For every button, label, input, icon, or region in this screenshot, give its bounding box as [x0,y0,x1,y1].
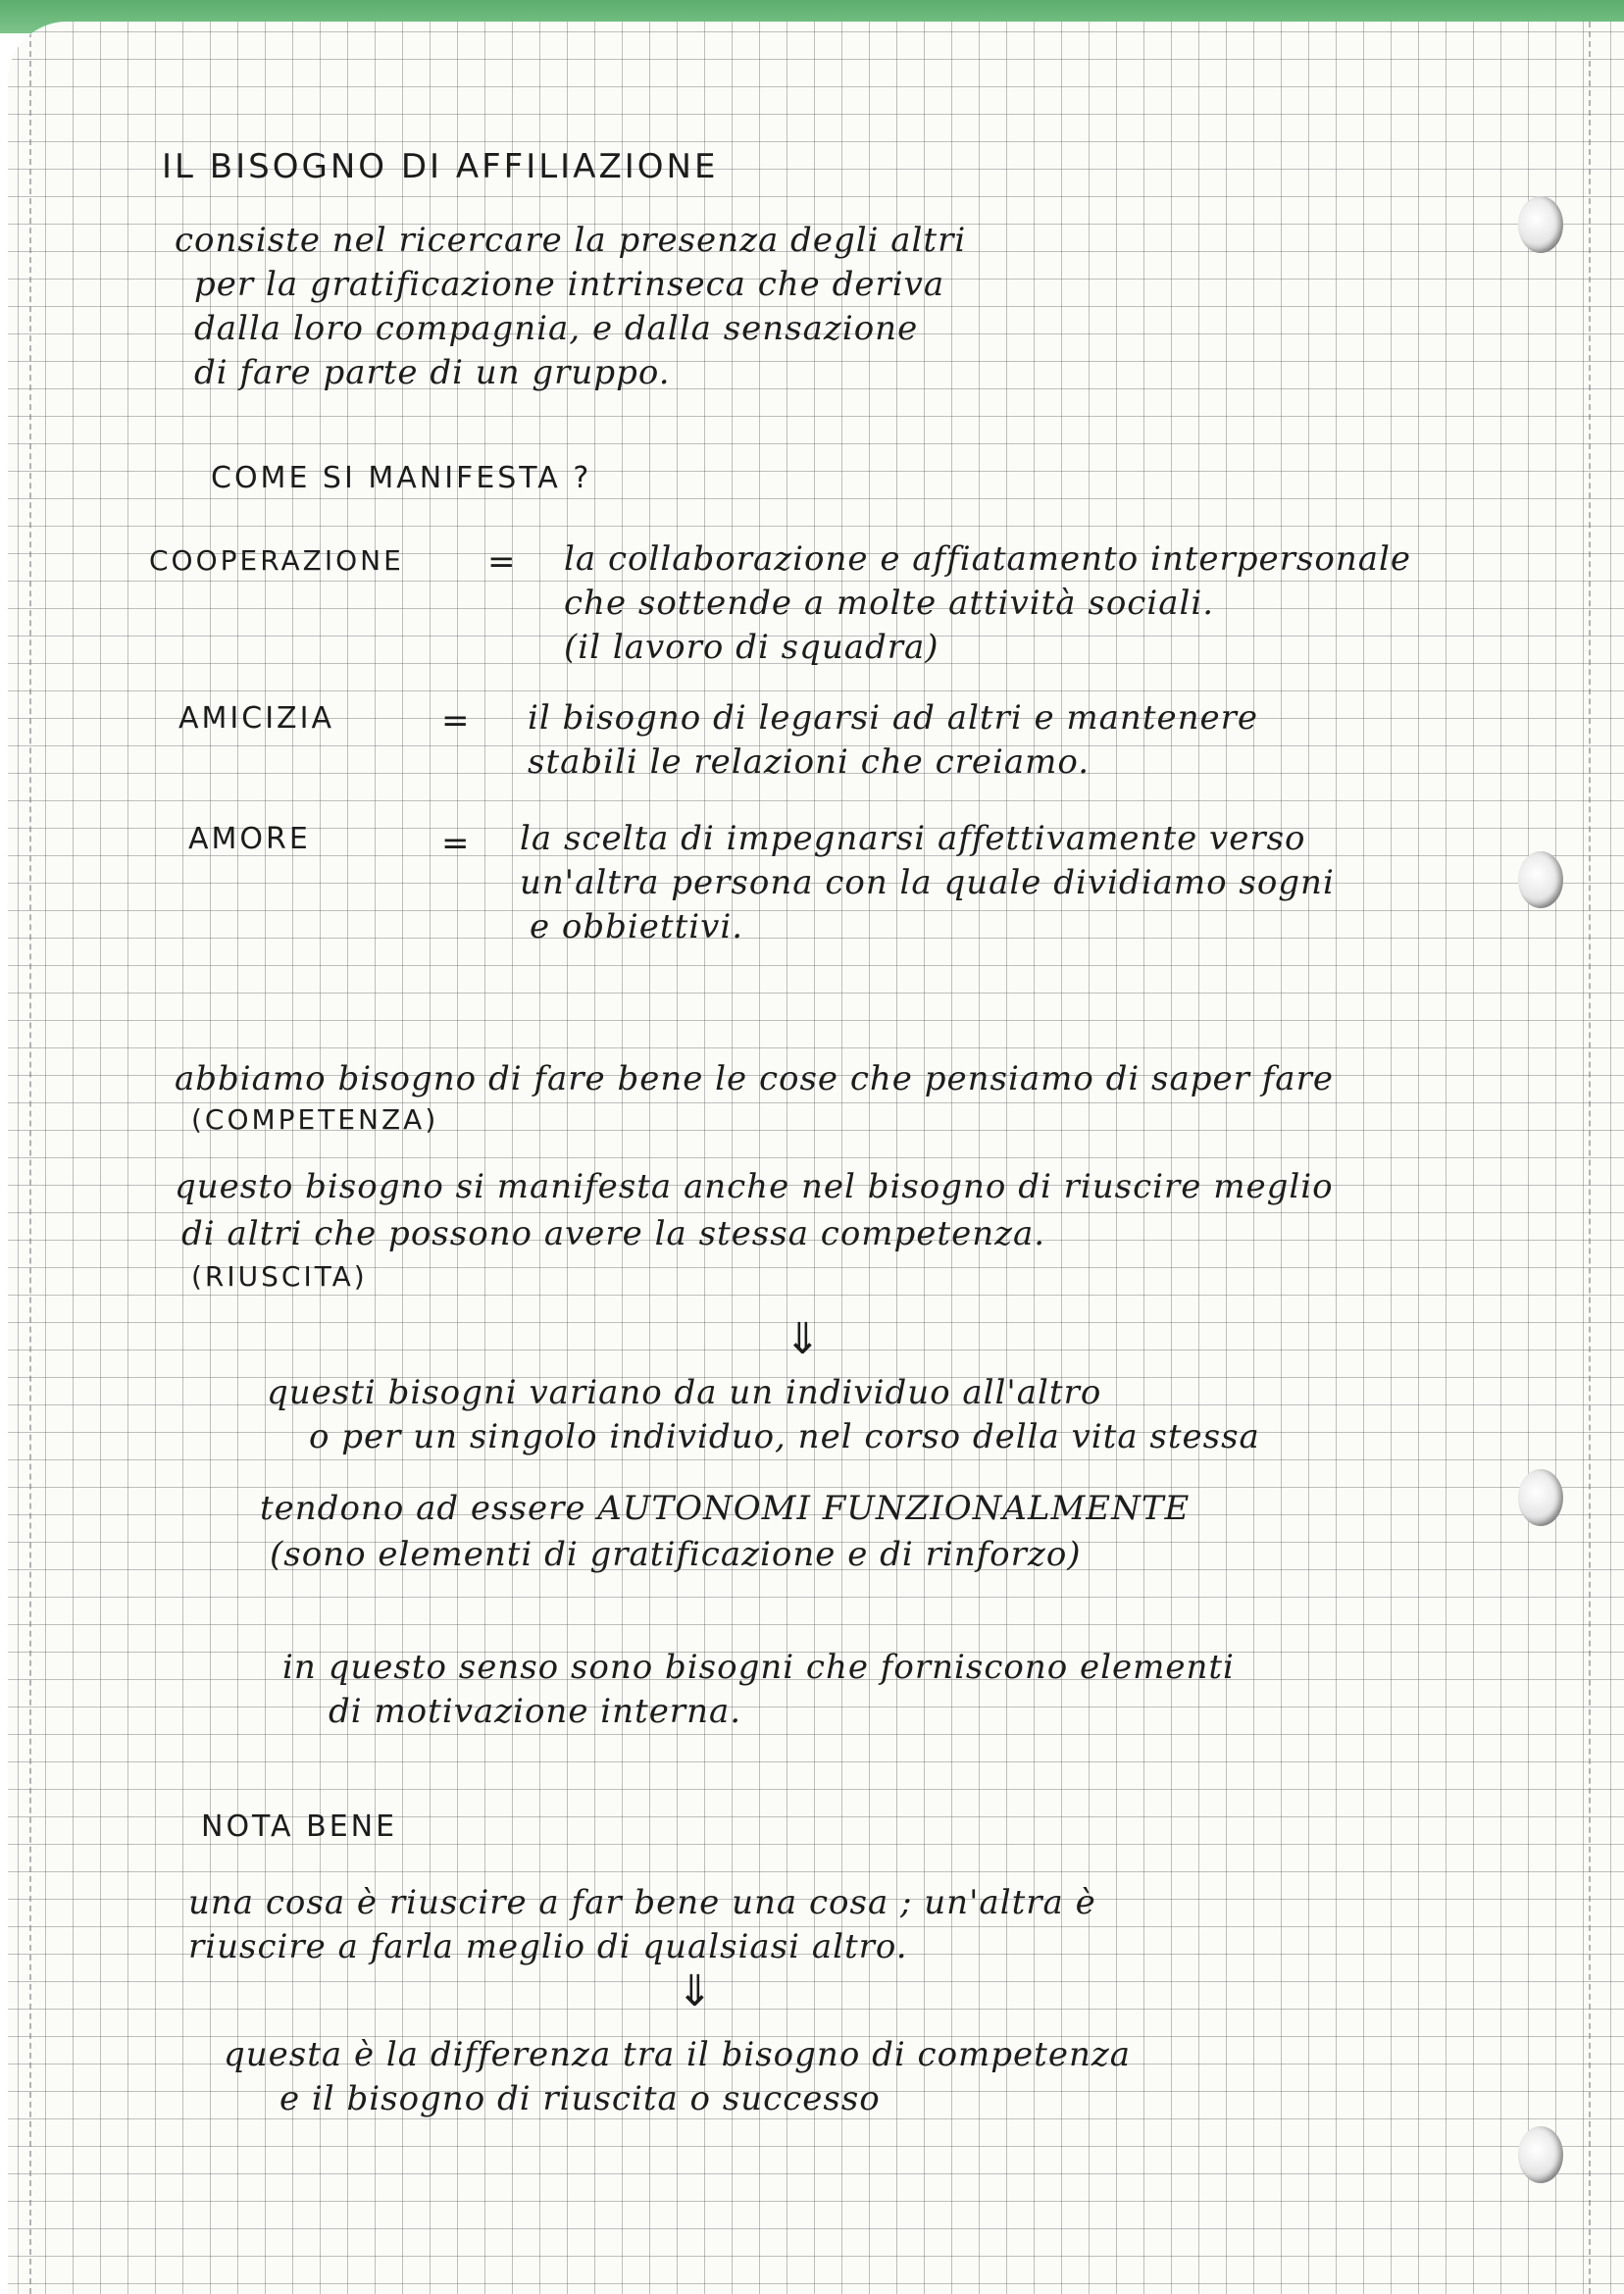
definition-line: (il lavoro di squadra) [564,628,939,667]
definition-line: la collaborazione e affiatamento interpersonale [564,539,1411,579]
difference-line: questa è la differenza tra il bisogno di competenza [224,2035,1132,2074]
equals-sign: = [441,824,470,863]
definition-line: che sottende a molte attività sociali. [564,584,1215,623]
success-line: di altri che possono avere la stessa competenza. [181,1214,1046,1253]
autonomy-line: tendono ad essere AUTONOMI FUNZIONALMENTE [260,1489,1191,1528]
difference-line: e il bisogno di riuscita o successo [279,2079,881,2118]
note-line: riuscire a farla meglio di qualsiasi altro. [188,1927,908,1966]
definition-line: dalla loro compagnia, e dalla sensazione [194,309,919,348]
note-title: NOTA BENE [201,1810,398,1844]
equals-sign: = [441,701,470,740]
page-title: IL BISOGNO DI AFFILIAZIONE [162,147,719,186]
definition-line: un'altra persona con la quale dividiamo sogni [520,863,1335,902]
definition-line: e obbiettivi. [530,907,744,946]
definition-line: stabili le relazioni che creiamo. [528,742,1091,782]
term-amore: AMORE [188,822,311,856]
definition-line: consiste nel ricercare la presenza degli altri [175,221,967,260]
down-arrow-icon: ⇓ [677,1966,713,2016]
autonomy-line: (sono elementi di gratificazione e di rinforzo) [270,1535,1082,1574]
term-cooperazione: COOPERAZIONE [149,544,404,577]
success-line: questo bisogno si manifesta anche nel bisogno di riuscire meglio [175,1167,1334,1206]
variation-line: questi bisogni variano da un individuo all'altro [267,1373,1102,1412]
success-label: (RIUSCITA) [191,1260,368,1293]
note-line: una cosa è riuscire a far bene una cosa ; un'altra è [188,1883,1096,1922]
definition-line: la scelta di impegnarsi affettivamente verso [520,819,1306,858]
down-arrow-icon: ⇓ [785,1314,821,1364]
section-question: COME SI MANIFESTA ? [211,461,592,495]
competence-label: (COMPETENZA) [191,1103,439,1136]
definition-line: di fare parte di un gruppo. [194,353,671,392]
term-amicizia: AMICIZIA [178,701,334,736]
motivation-line: di motivazione interna. [329,1692,742,1731]
variation-line: o per un singolo individuo, nel corso della vita stessa [309,1417,1260,1456]
definition-line: il bisogno di legarsi ad altri e mantenere [528,698,1259,738]
competence-line: abbiamo bisogno di fare bene le cose che pensiamo di saper fare [175,1059,1334,1098]
definition-line: per la gratificazione intrinseca che deriva [194,265,945,304]
motivation-line: in questo senso sono bisogni che forniscono elementi [282,1648,1235,1687]
equals-sign: = [487,542,516,582]
